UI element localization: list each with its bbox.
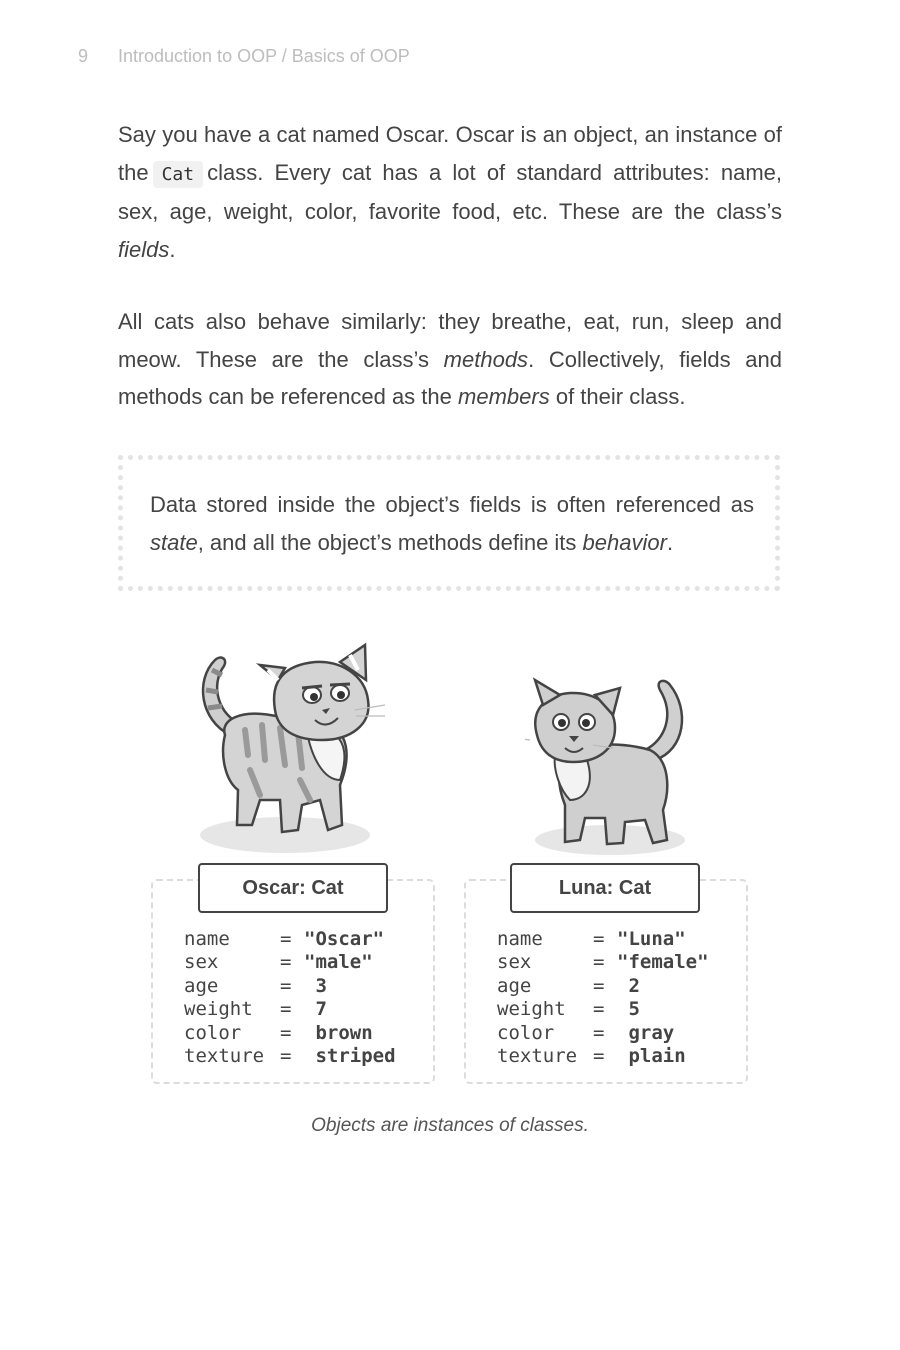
- object-title-oscar: Oscar: Cat: [198, 863, 388, 913]
- callout-text-2: , and all the object’s methods define its: [197, 529, 577, 555]
- field-name: texture: [184, 1045, 265, 1068]
- section-title: Introduction to OOP / Basics of OOP: [118, 46, 410, 66]
- field-row: [497, 998, 709, 1021]
- cat-oscar-illustration: [190, 640, 390, 855]
- field-value: striped: [304, 1045, 396, 1068]
- p1-text-1: Say you have a cat named Oscar. Oscar is an object, an instance of the: [118, 122, 782, 185]
- field-value: brown: [304, 1021, 373, 1044]
- field-name: weight: [497, 998, 566, 1021]
- field-value: 5: [617, 998, 640, 1021]
- field-value: "Oscar": [304, 928, 385, 950]
- inline-code-cat: Cat: [153, 161, 204, 188]
- field-equals: =: [593, 1021, 605, 1044]
- p2-em-members: members: [458, 384, 550, 409]
- field-name: weight: [184, 998, 253, 1021]
- callout-text: [150, 486, 754, 561]
- field-equals: =: [593, 974, 605, 997]
- field-equals: =: [593, 928, 605, 950]
- field-row: [184, 1022, 396, 1045]
- field-equals: =: [280, 951, 292, 974]
- field-equals: =: [593, 951, 605, 974]
- field-equals: =: [593, 998, 605, 1021]
- field-equals: =: [280, 998, 292, 1021]
- callout-em-behavior: behavior: [582, 529, 667, 555]
- paragraph-methods: [118, 303, 782, 416]
- field-name: age: [184, 974, 219, 997]
- field-name: color: [497, 1021, 555, 1044]
- field-name: texture: [497, 1045, 578, 1068]
- field-value: "Luna": [617, 928, 686, 950]
- field-value: "female": [617, 951, 709, 974]
- p1-text-2: class. Every cat has a lot of standard attributes: name, sex, age, weight, color, favorite food, etc. These are the class’s: [118, 159, 782, 224]
- callout-em-state: state: [150, 529, 198, 555]
- callout-box: [118, 455, 780, 591]
- field-value: 3: [304, 974, 327, 997]
- figure-caption: Objects are instances of classes.: [311, 1115, 589, 1136]
- field-name: name: [497, 928, 543, 950]
- field-value: 7: [304, 998, 327, 1021]
- field-row: [497, 951, 709, 974]
- callout-text-1: Data stored inside the object’s fields is often referenced as: [150, 492, 754, 517]
- paragraph-fields: [118, 116, 782, 268]
- callout-text-3: .: [666, 529, 674, 555]
- p2-text-2: . Collectively, fields and methods can be referenced as the: [118, 346, 782, 409]
- field-value: plain: [617, 1045, 686, 1068]
- field-row: [184, 998, 396, 1021]
- field-equals: =: [280, 928, 292, 950]
- field-name: age: [497, 974, 532, 997]
- field-row: [184, 1045, 396, 1068]
- field-equals: =: [280, 974, 292, 997]
- field-row: [497, 928, 709, 951]
- field-row: [184, 928, 396, 951]
- fields-oscar: [184, 928, 396, 1068]
- field-name: color: [184, 1021, 242, 1044]
- field-name: name: [184, 928, 230, 950]
- cat-luna-illustration: [525, 660, 700, 860]
- field-row: [184, 975, 396, 998]
- field-value: 2: [617, 974, 640, 997]
- field-name: sex: [184, 951, 219, 974]
- object-title-luna: Luna: Cat: [510, 863, 700, 913]
- field-equals: =: [280, 1021, 292, 1044]
- field-value: gray: [617, 1021, 675, 1044]
- field-row: [497, 1045, 709, 1068]
- p2-text-1: All cats also behave similarly: they breathe, eat, run, sleep and meow. These are the class’s: [118, 309, 782, 372]
- p1-em-fields: fields: [118, 236, 170, 262]
- field-row: [184, 951, 396, 974]
- field-equals: =: [280, 1045, 292, 1068]
- running-header: [78, 46, 410, 67]
- objects-figure: [0, 630, 900, 1160]
- field-row: [497, 1022, 709, 1045]
- field-row: [497, 975, 709, 998]
- fields-luna: [497, 928, 709, 1068]
- field-value: "male": [304, 951, 373, 974]
- page-number: 9: [78, 46, 89, 66]
- field-equals: =: [593, 1045, 605, 1068]
- p2-em-methods: methods: [443, 346, 529, 372]
- field-name: sex: [497, 951, 532, 974]
- p1-text-3: .: [169, 236, 176, 262]
- p2-text-3: of their class.: [555, 384, 686, 409]
